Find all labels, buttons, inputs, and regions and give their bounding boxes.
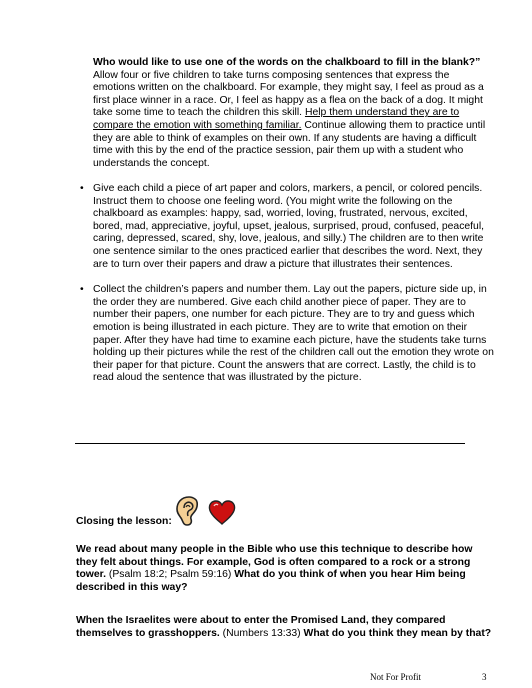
footer-note: Not For Profit	[370, 672, 422, 682]
question-2-ask: What do you think they mean by that?	[303, 627, 492, 639]
question-1-ask: What do you think of when you hear Him being described in this way?	[76, 569, 466, 593]
section-divider	[75, 443, 465, 444]
question-1-reference: (Psalm 18:2; Psalm 59:16)	[106, 569, 235, 581]
question-1-text: We read about many people in the Bible who use this technique to describe how they felt about things. For example, God is often compared to a rock or a strong tower.	[76, 544, 473, 581]
question-2-text: When the Israelites were about to enter the Promised Land, they compared themselves to grasshoppers.	[76, 615, 446, 639]
bullet-marker: •	[80, 284, 84, 296]
intro-underlined-text: Help them understand they are to compare the emotion with something familiar.	[93, 107, 460, 131]
closing-heading	[76, 516, 496, 530]
list-item-text: Give each child a piece of art paper and colors, markers, a pencil, or colored pencils. Instruct them to choose one feeling word. (You might write the following on the chalkboard as examples: happy, sad, worried, loving, frustrated, nervous, excited, bored, mad, appreciative, joyful, upset, jealous, surprised, proud, confused, peaceful, caring, depressed, scared, shy, love, jealous, and silly.) The children are to then write one sentence similar to the ones practiced earlier that describes the word. Next, they are to turn over their papers and draw a picture that illustrates their sentences.	[93, 183, 485, 270]
intro-question: Who would like to use one of the words on the chalkboard to fill in the blank?”	[93, 57, 481, 68]
closing-title: Closing the lesson:	[76, 516, 172, 527]
heart-icon	[207, 499, 237, 526]
bullet-marker: •	[80, 183, 84, 194]
ear-icon	[173, 495, 203, 527]
list-item-text: Collect the children’s papers and number them. Lay out the papers, picture side up, in the order they are numbered. Give each child another piece of paper. They are to number their papers, one number for each picture. They are to try and guess which emotion is being illustrated in each picture. They are to write that emotion on their paper. After they have had time to examine each picture, have the students take turns holding up their pictures while the rest of the children call out the emotion they wrote on their paper for that picture. Count the answers that are correct. Lastly, the child is to read aloud the sentence that was illustrated by the picture.	[93, 284, 494, 384]
question-1-paragraph	[76, 544, 496, 594]
intro-text-2: Continue allowing them to practice until they are able to think of examples on their own. If any students are having a difficult time with this by the end of the practice session, pair them up with a student who understands the concept.	[93, 119, 486, 169]
question-2-reference: (Numbers 13:33)	[219, 627, 304, 639]
intro-paragraph	[93, 57, 493, 170]
question-2-paragraph	[76, 615, 496, 640]
page-number: 3	[482, 672, 487, 682]
list-item	[76, 183, 496, 271]
list-item	[76, 284, 496, 385]
intro-text-1: Allow four or five children to take turns composing sentences that express the emotions written on the chalkboard. For example, they might say, I feel as proud as a first place winner in a race. Or, I feel as happy as a flea on the back of a dog. It might take some time to teach the children this skill.	[93, 69, 484, 119]
activity-list	[76, 183, 496, 398]
